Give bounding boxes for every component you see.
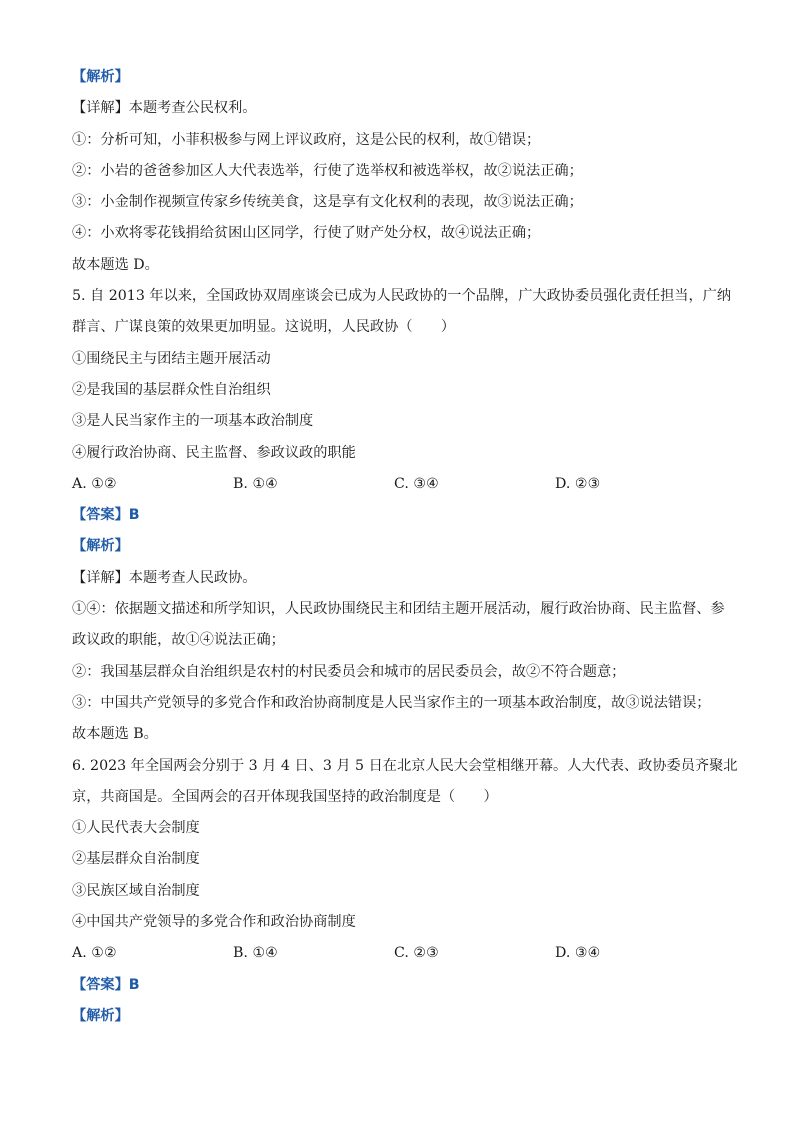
analysis-item-cont: 政议政的职能，故①④说法正确；: [72, 632, 285, 649]
option-d: D. ③④: [555, 945, 601, 962]
statement: ②是我国的基层群众性自治组织: [72, 381, 271, 398]
analysis-label: 【解析】: [72, 69, 129, 85]
statement: ②基层群众自治制度: [72, 851, 200, 868]
analysis-item: ①：分析可知，小菲积极参与网上评议政府，这是公民的权利，故①错误；: [72, 131, 541, 148]
question-5-stem-cont: 群言、广谋良策的效果更加明显。这说明，人民政协（ ）: [72, 319, 456, 336]
option-b: B. ①④: [233, 945, 278, 962]
analysis-item: ②：小岩的爸爸参加区人大代表选举，行使了选举权和被选举权，故②说法正确；: [72, 162, 583, 179]
conclusion-line: 故本题选 B。: [72, 726, 158, 743]
analysis-item: ④：小欢将零花钱捐给贫困山区同学，行使了财产处分权，故④说法正确；: [72, 225, 541, 242]
statement: ③是人民当家作主的一项基本政治制度: [72, 413, 314, 430]
analysis-item: ①④：依据题文描述和所学知识，人民政协围绕民主和团结主题开展活动，履行政治协商、民主监督、参: [72, 601, 725, 618]
conclusion-line: 故本题选 D。: [72, 256, 159, 273]
detail-line: 【详解】本题考查人民政协。: [72, 569, 257, 586]
question-6-stem: 6. 2023 年全国两会分别于 3 月 4 日、3 月 5 日在北京人民大会堂相继开幕。人大代表、政协委员齐聚北: [72, 757, 738, 774]
option-c: C. ③④: [394, 475, 439, 492]
analysis-label: 【解析】: [72, 538, 129, 555]
option-d: D. ②③: [555, 475, 601, 492]
question-6-options: [72, 938, 732, 969]
analysis-item: ③：中国共产党领导的多党合作和政治协商制度是人民当家作主的一项基本政治制度，故③说法错误；: [72, 694, 711, 711]
option-c: C. ②③: [394, 945, 439, 962]
document-page: [72, 62, 738, 1032]
detail-line: 【详解】本题考查公民权利。: [72, 100, 257, 117]
statement: ①围绕民主与团结主题开展活动: [72, 350, 271, 367]
answer-label: 【答案】B: [72, 507, 140, 524]
statement: ④中国共产党领导的多党合作和政治协商制度: [72, 914, 356, 931]
question-5-stem: 5. 自 2013 年以来，全国政协双周座谈会已成为人民政协的一个品牌，广大政协委员强化责任担当，广纳: [72, 288, 732, 305]
question-5-options: [72, 469, 732, 500]
analysis-label: 【解析】: [72, 1007, 129, 1024]
option-a: A. ①②: [72, 945, 117, 962]
analysis-item: ③：小金制作视频宣传家乡传统美食，这是享有文化权利的表现，故③说法正确；: [72, 194, 583, 211]
statement: ③民族区域自治制度: [72, 882, 200, 899]
question-6-stem-cont: 京，共商国是。全国两会的召开体现我国坚持的政治制度是（ ）: [72, 788, 498, 805]
option-b: B. ①④: [233, 475, 278, 492]
statement: ④履行政治协商、民主监督、参政议政的职能: [72, 444, 356, 461]
answer-label: 【答案】B: [72, 976, 140, 993]
statement: ①人民代表大会制度: [72, 820, 200, 837]
option-a: A. ①②: [72, 475, 117, 492]
analysis-item: ②：我国基层群众自治组织是农村的村民委员会和城市的居民委员会，故②不符合题意；: [72, 663, 626, 680]
